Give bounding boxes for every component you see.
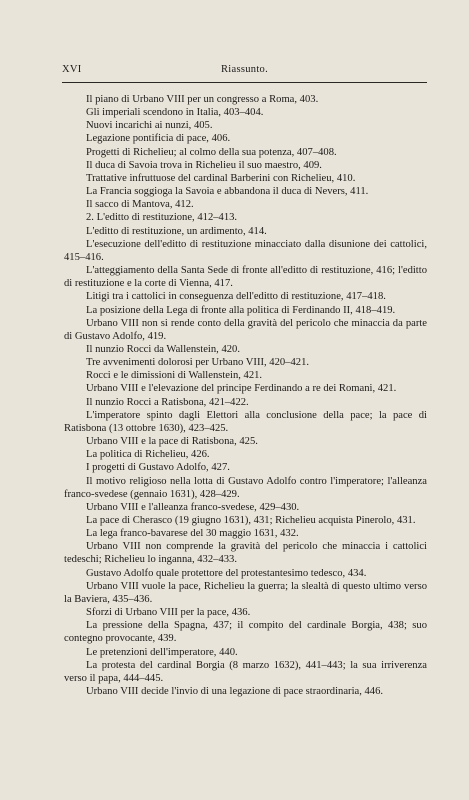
summary-entry: Urbano VIII e l'elevazione del principe Ferdinando a re dei Romani, 421.: [86, 383, 397, 395]
running-header: [62, 64, 427, 80]
summary-entry: L'esecuzione dell'editto di restituzione minacciato dalla disunione dei cattolici, 415–416.: [64, 238, 427, 263]
summary-entry: Sforzi di Urbano VIII per la pace, 436.: [86, 607, 251, 619]
summary-entry: La Francia soggioga la Savoia e abbandona il duca di Nevers, 411.: [86, 186, 369, 198]
summary-entry: La pressione della Spagna, 437; il compito del cardinale Borgia, 438; suo contegno provocante, 439.: [64, 620, 427, 645]
summary-entry: Gustavo Adolfo quale protettore del protestantesimo tedesco, 434.: [86, 567, 367, 579]
summary-entry: Il nunzio Rocci da Wallenstein, 420.: [86, 343, 240, 355]
summary-entry: Trattative infruttuose del cardinal Barberini con Richelieu, 410.: [86, 172, 356, 184]
summary-entry: Litigi tra i cattolici in conseguenza dell'editto di restituzione, 417–418.: [86, 291, 386, 303]
summary-entry: Il sacco di Mantova, 412.: [86, 199, 194, 211]
header-rule: [62, 82, 427, 83]
summary-entry: Il motivo religioso nella lotta di Gustavo Adolfo contro l'imperatore; l'alleanza franco-svedese (gennaio 1631), 428–429.: [64, 475, 427, 500]
summary-entries: [64, 93, 427, 698]
summary-entry: 2. L'editto di restituzione, 412–413.: [86, 212, 238, 224]
summary-entry: Progetti di Richelieu; al colmo della sua potenza, 407–408.: [86, 146, 337, 158]
summary-entry: I progetti di Gustavo Adolfo, 427.: [86, 462, 230, 474]
summary-entry: Il duca di Savoia trova in Richelieu il suo maestro, 409.: [86, 159, 322, 171]
summary-entry: La pace di Cherasco (19 giugno 1631), 431; Richelieu acquista Pinerolo, 431.: [86, 515, 416, 526]
summary-entry: Urbano VIII non comprende la gravità del pericolo che minaccia i cattolici tedeschi; Richelieu lo inganna, 432–433.: [64, 541, 427, 566]
summary-entry: Urbano VIII e la pace di Ratisbona, 425.: [86, 436, 258, 448]
summary-entry: L'imperatore spinto dagli Elettori alla conclusione della pace; la pace di Ratisbona (13 ottobre 1630), 423–425.: [64, 409, 427, 434]
page-number: XVI: [62, 64, 82, 75]
summary-entry: Urbano VIII decide l'invio di una legazione di pace straordinaria, 446.: [86, 686, 384, 698]
summary-entry: Il piano di Urbano VIII per un congresso a Roma, 403.: [86, 94, 319, 105]
summary-entry: Rocci e le dimissioni di Wallenstein, 421.: [86, 370, 263, 382]
summary-entry: La lega franco-bavarese del 30 maggio 1631, 432.: [86, 528, 299, 540]
summary-entry: Tre avvenimenti dolorosi per Urbano VIII, 420–421.: [86, 357, 310, 369]
summary-entry: Il nunzio Rocci a Ratisbona, 421–422.: [86, 396, 249, 408]
summary-entry: Urbano VIII vuole la pace, Richelieu la guerra; la slealtà di questo ultimo verso la Baviera, 435–436.: [64, 580, 427, 605]
summary-entry: L'editto di restituzione, un ardimento, 414.: [86, 225, 267, 237]
summary-entry: Legazione pontificia di pace, 406.: [86, 133, 231, 145]
summary-entry: Urbano VIII non si rende conto della gravità del pericolo che minaccia da parte di Gustavo Adolfo, 419.: [64, 317, 427, 342]
summary-entry: Nuovi incarichi ai nunzi, 405.: [86, 120, 213, 132]
summary-entry: Gli imperiali scendono in Italia, 403–404.: [86, 107, 264, 119]
summary-entry: La posizione della Lega di fronte alla politica di Ferdinando II, 418–419.: [86, 304, 396, 316]
summary-entry: Urbano VIII e l'alleanza franco-svedese, 429–430.: [86, 501, 300, 513]
summary-entry: La politica di Richelieu, 426.: [86, 449, 210, 461]
summary-entry: L'atteggiamento della Santa Sede di fronte all'editto di restituzione, 416; l'editto di restituzione e la corte di Vienna, 417.: [64, 265, 427, 290]
summary-entry: Le pretenzioni dell'imperatore, 440.: [86, 646, 238, 658]
summary-entry: La protesta del cardinal Borgia (8 marzo 1632), 441–443; la sua irriverenza verso il papa, 444–445.: [64, 659, 427, 684]
running-title: Riassunto.: [220, 64, 269, 75]
